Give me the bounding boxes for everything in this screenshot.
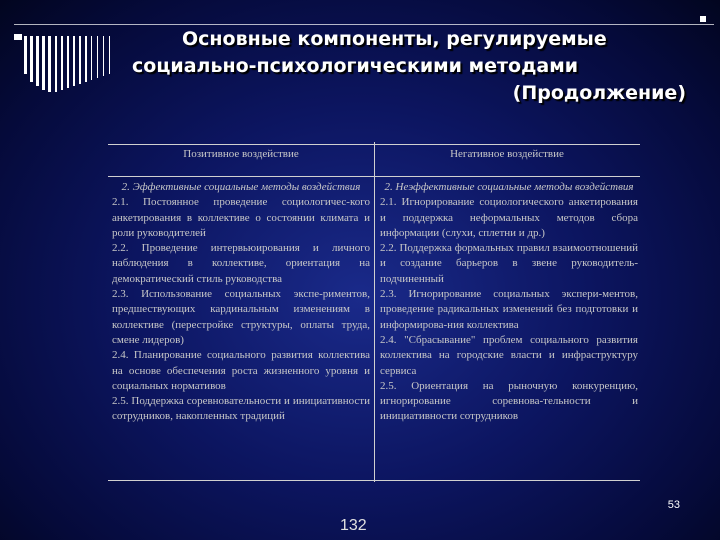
- table-column-divider: [374, 142, 375, 482]
- left-item-4: 2.4. Планирование социального развития коллектива на основе обеспечения роста жизненного уровня и социальных нормативов: [112, 349, 370, 392]
- left-column: [112, 180, 370, 425]
- slide-title: [120, 26, 700, 107]
- left-item-2: 2.2. Проведение интервьюирования и личного наблюдения в коллективе, ориентация на демократический стиль руководства: [112, 242, 370, 285]
- left-item-1: 2.1. Постоянное проведение социологичес-кого анкетирования в коллективе о состоянии климата и роли руководителей: [112, 196, 370, 239]
- right-item-2: 2.2. Поддержка формальных правил взаимоотношений и создание барьеров в звене руководитель-подчиненный: [380, 242, 638, 285]
- right-column-subheader: 2. Неэффективные социальные методы воздействия: [384, 181, 634, 193]
- right-column: [380, 180, 638, 425]
- left-item-5: 2.5. Поддержка соревновательности и инициативности сотрудников, накопленных традиций: [112, 395, 370, 423]
- right-column-header: Негативное воздействие: [450, 148, 564, 160]
- right-item-5: 2.5. Ориентация на рыночную конкуренцию, игнорирование соревнова-тельности и инициативности сотрудников: [380, 379, 638, 423]
- right-item-1: 2.1. Игнорирование социологического анкетирования и поддержка неформальных методов сбора информации (слухи, сплетни и др.): [380, 196, 638, 239]
- page-number: 53: [667, 499, 680, 511]
- left-column-header: Позитивное воздействие: [183, 148, 299, 160]
- left-item-3: 2.3. Использование социальных экспе-риментов, предшествующих кардинальным изменениям в коллективе (перестройке структуры, оплаты труда, смене лидеров): [112, 288, 370, 346]
- title-line-3: (Продолжение): [512, 82, 686, 104]
- slide-number: 132: [340, 517, 367, 534]
- title-line-1: Основные компоненты, регулируемые: [182, 28, 607, 50]
- right-item-3: 2.3. Игнорирование социальных экспери-ментов, проведение радикальных изменений без подготовки и информирова-ния коллектива: [380, 288, 638, 331]
- methods-table: [108, 142, 640, 482]
- right-item-4: 2.4. "Сбрасывание" проблем социального развития коллектива на городские власти и инфраструктуру сервиса: [380, 333, 638, 377]
- title-line-2: социально-психологическими методами: [132, 55, 579, 77]
- left-column-subheader: 2. Эффективные социальные методы воздействия: [121, 181, 361, 193]
